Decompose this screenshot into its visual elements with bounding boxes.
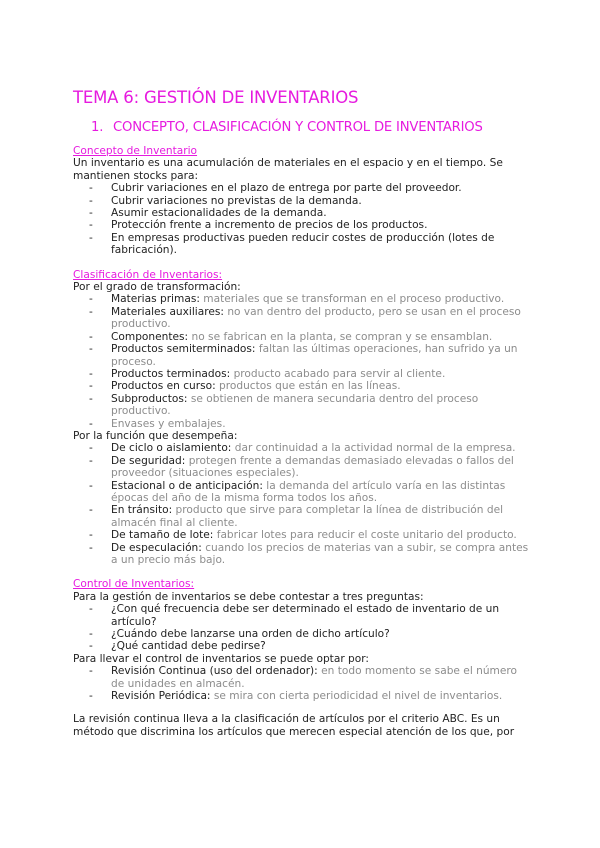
clasificacion-heading: Clasificación de Inventarios: [73,268,223,281]
item-description: faltan las últimas operaciones, han sufrido ya un proceso. [111,343,518,368]
list-item: - Envases y embalajes. [73,418,533,430]
item-description: producto que sirve para completar la línea de distribución del almacén final al cliente. [111,504,504,529]
list-item [73,542,533,567]
item-description: la demanda del artículo varía en las distintas épocas del año de la misma forma todos los años. [111,479,506,504]
list-item [73,393,533,418]
item-term: Materiales auxiliares: [111,305,224,318]
list-item [73,306,533,331]
item-term: Componentes: [111,330,189,343]
concepto-intro: Un inventario es una acumulación de materiales en el espacio y en el tiempo. Se mantienen stocks para: [73,157,503,182]
list-item: - ¿Qué cantidad debe pedirse? [73,640,533,652]
item-term: De seguridad: [111,454,186,467]
list-item [73,665,533,690]
item-description: se obtienen de manera secundaria dentro del proceso productivo. [111,392,479,418]
item-description: se mira con cierta periodicidad el nivel de inventarios. [210,690,503,703]
item-term: De especulación: [111,541,202,554]
concepto-heading: Concepto de Inventario [73,145,198,157]
item-description: fabricar lotes para reducir el coste unitario del producto. [213,529,517,542]
item-term: Subproductos: [111,392,188,405]
item-description: protegen frente a demandas demasiado elevadas o fallos del proveedor (situaciones especiales). [111,454,514,480]
section-title [91,120,483,135]
document-title: TEMA 6: GESTIÓN DE INVENTARIOS [73,88,359,107]
list-item: - Cubrir variaciones en el plazo de entrega por parte del proveedor. [73,182,533,194]
closing-paragraph: La revisión continua lleva a la clasificación de artículos por el criterio ABC. Es un método que discrimina los artículos que merecen especial atención de los que, por [73,713,515,738]
list-item [73,480,533,505]
item-term: Productos terminados: [111,367,231,380]
list-item: - ¿Con qué frecuencia debe ser determinado el estado de inventario de un artículo? [73,603,533,628]
control-heading: Control de Inventarios: [73,578,195,591]
item-description: materiales que se transforman en el proceso productivo. [199,293,505,306]
list-item [73,690,533,702]
item-description: dar continuidad a la actividad normal de la empresa. [231,442,516,455]
section-number: 1. [91,120,104,135]
list-item: - ¿Cuándo debe lanzarse una orden de dicho artículo? [73,628,533,640]
item-description: en todo momento se sabe el número de unidades en almacén. [111,665,518,690]
item-term: Revisión Continua (uso del ordenador): [111,665,318,678]
list-item [73,343,533,368]
item-description: no van dentro del producto, pero se usan en el proceso productivo. [111,305,521,331]
funcion-label: Por la función que desempeña: [73,429,238,442]
item-term: Estacional o de anticipación: [111,479,263,492]
item-description: no se fabrican en la planta, se compran y se ensamblan. [188,330,493,343]
item-term: Materias primas: [111,293,200,306]
section-title-text: CONCEPTO, CLASIFICACIÓN Y CONTROL DE INVENTARIOS [113,120,483,135]
item-term: De ciclo o aislamiento: [111,442,232,455]
item-term: Productos en curso: [111,380,216,393]
options-intro: Para llevar el control de inventarios se puede optar por: [73,652,369,665]
item-term: En tránsito: [111,504,173,517]
item-description: cuando los precios de materias van a subir, se compra antes a un precio más bajo. [111,541,529,566]
item-term: Productos semiterminados: [111,343,256,356]
options-list [73,665,533,702]
funcion-list [73,442,533,566]
list-item: - Cubrir variaciones no previstas de la demanda. [73,195,533,207]
item-term: Revisión Periódica: [111,690,211,703]
list-item [73,380,533,392]
list-item [73,529,533,541]
item-description: productos que están en las líneas. [215,380,401,393]
list-item [73,293,533,305]
list-item [73,455,533,480]
concepto-list [73,182,533,256]
item-term: De tamaño de lote: [111,529,214,542]
list-item [73,331,533,343]
list-item [73,368,533,380]
list-item: - Asumir estacionalidades de la demanda. [73,207,533,219]
list-item: - Protección frente a incremento de precios de los productos. [73,219,533,231]
transformacion-label: Por el grado de transformación: [73,281,241,294]
item-description: producto acabado para servir al cliente. [230,367,446,380]
transformacion-list [73,293,533,429]
list-item [73,442,533,454]
control-intro: Para la gestión de inventarios se debe contestar a tres preguntas: [73,590,424,603]
list-item [73,504,533,529]
questions-list [73,603,533,653]
document-body [73,145,533,738]
list-item: - En empresas productivas pueden reducir costes de producción (lotes de fabricación). [73,232,533,257]
